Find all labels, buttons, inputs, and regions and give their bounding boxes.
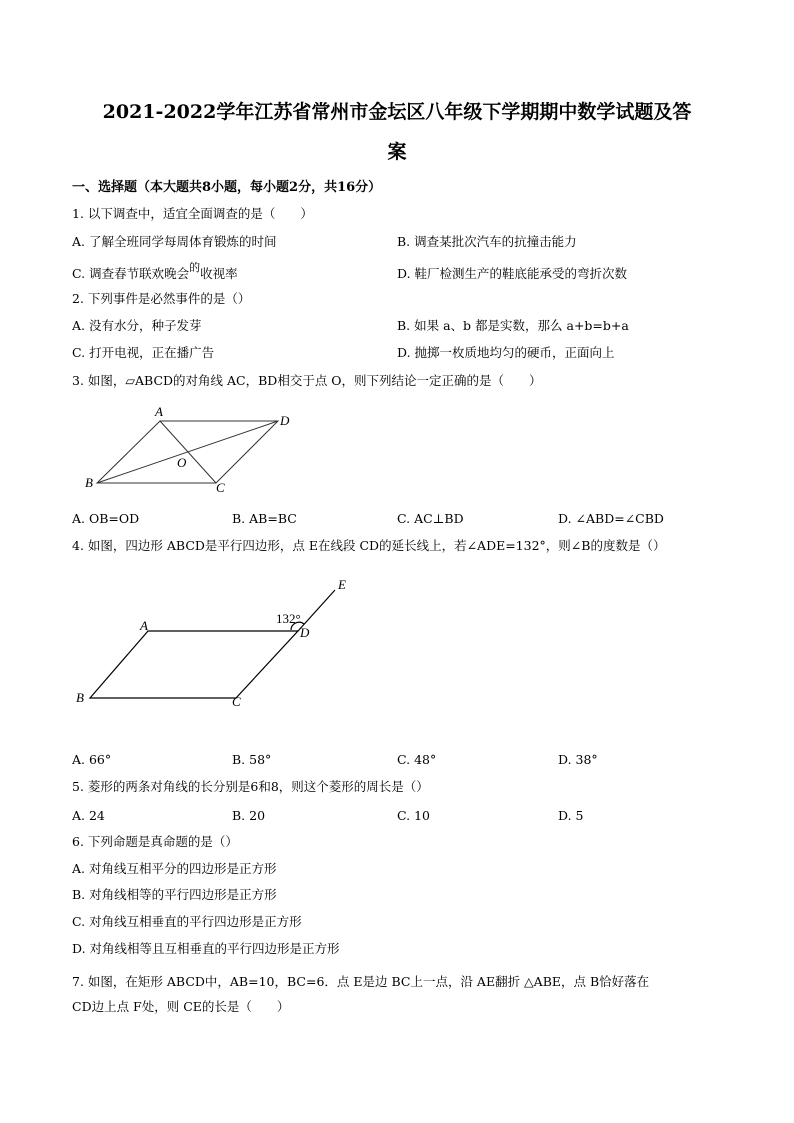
q3-option-b: B. AB=BC (232, 511, 297, 526)
q4-option-d: D. 38° (558, 752, 598, 767)
q3-label-c: C (216, 480, 225, 495)
q5-option-c: C. 10 (397, 808, 430, 823)
q6-option-b: B. 对角线相等的平行四边形是正方形 (72, 887, 277, 902)
q3-label-o: O (177, 455, 187, 470)
q1-option-d: D. 鞋厂检测生产的鞋底能承受的弯折次数 (397, 266, 628, 281)
q4-label-e: E (338, 577, 346, 592)
q4-label-a: A (140, 618, 148, 633)
q1-c-text2: 收视率 (200, 266, 238, 281)
q1-option-b: B. 调查某批次汽车的抗撞击能力 (397, 234, 577, 249)
q2-stem: 2. 下列事件是必然事件的是（） (72, 291, 251, 306)
document-title-cont: 案 (387, 141, 407, 163)
q3-label-a: A (155, 404, 163, 419)
q5-option-b: B. 20 (232, 808, 266, 823)
section-heading: 一、选择题（本大题共8小题，每小题2分，共16分） (72, 180, 382, 195)
q3-stem: 3. 如图，▱ABCD的对角线 AC，BD相交于点 O，则下列结论一定正确的是（ ） (72, 373, 542, 388)
q4-option-a: A. 66° (72, 752, 112, 767)
q4-parallelogram-figure (90, 590, 335, 698)
document-title: 2021-2022学年江苏省常州市金坛区八年级下学期期中数学试题及答 (102, 101, 692, 123)
q1-c-sup: 的 (189, 261, 201, 274)
q6-option-a: A. 对角线互相平分的四边形是正方形 (72, 861, 277, 876)
q3-label-d: D (280, 413, 290, 428)
q3-option-c: C. AC⊥BD (397, 511, 464, 526)
q3-parallelogram-figure (97, 421, 278, 483)
q6-option-c: C. 对角线互相垂直的平行四边形是正方形 (72, 914, 302, 929)
q4-option-c: C. 48° (397, 752, 437, 767)
q2-option-d: D. 抛掷一枚质地均匀的硬币，正面向上 (397, 345, 615, 360)
q4-stem: 4. 如图，四边形 ABCD是平行四边形，点 E在线段 CD的延长线上，若∠ADE=132°，则∠B的度数是（） (72, 538, 666, 553)
q3-label-b: B (85, 475, 93, 490)
q7-stem-line1: 7. 如图，在矩形 ABCD中，AB=10，BC=6．点 E是边 BC上一点，沿 AE翻折 △ABE，点 B恰好落在 (72, 974, 650, 989)
q2-option-c: C. 打开电视，正在播广告 (72, 345, 215, 360)
q5-option-d: D. 5 (558, 808, 584, 823)
q4-angle-label: 132° (276, 611, 301, 626)
q3-option-d: D. ∠ABD=∠CBD (558, 511, 664, 526)
q5-option-a: A. 24 (72, 808, 105, 823)
q1-stem: 1. 以下调查中，适宜全面调查的是（ ） (72, 206, 313, 221)
q2-option-a: A. 没有水分，种子发芽 (72, 318, 202, 333)
q4-label-b: B (76, 690, 84, 705)
q3-option-a: A. OB=OD (72, 511, 140, 526)
q2-option-b: B. 如果 a、b 都是实数，那么 a+b=b+a (397, 318, 629, 333)
q5-stem: 5. 菱形的两条对角线的长分别是6和8，则这个菱形的周长是（） (72, 779, 429, 794)
q6-stem: 6. 下列命题是真命题的是（） (72, 834, 238, 849)
q7-stem-line2: CD边上点 F处，则 CE的长是（ ） (72, 999, 290, 1014)
q6-option-d: D. 对角线相等且互相垂直的平行四边形是正方形 (72, 941, 340, 956)
q4-label-c: C (232, 694, 241, 709)
q4-label-d: D (300, 625, 310, 640)
q1-c-text: C. 调查春节联欢晚会 (72, 266, 190, 281)
q4-option-b: B. 58° (232, 752, 272, 767)
q1-option-a: A. 了解全班同学每周体育锻炼的时间 (72, 234, 277, 249)
